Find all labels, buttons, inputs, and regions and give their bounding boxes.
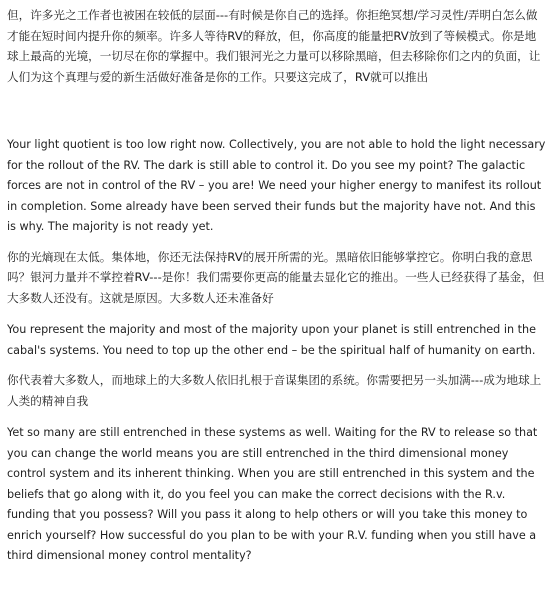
paragraph-en-2: You represent the majority and most of the majority upon your planet is still entrenched in the cabal's systems. You need to top up the other end – be the spiritual half of humanity on earth. bbox=[7, 323, 536, 357]
paragraph-zh-2: 你的光熵现在太低。集体地，你还无法保持RV的展开所需的光。黑暗依旧能够掌控它。你明白我的意思吗？银河力量并不掌控着RV---是你！我们需要你更高的能量去显化它的推出。一些人已经获得了基金，但大多数人还没有。这就是原因。大多数人还未准备好 bbox=[7, 249, 545, 305]
paragraph-en-1: Your light quotient is too low right now. Collectively, you are not able to hold the light necessary for the rollout of the RV. The dark is still able to control it. Do you see my point? The galactic forces are not in control of the RV – you are! We need your higher energy to manifest its rollout in completion. Some already have been served their funds but the majority have not. And this is why. The majority is not ready yet. bbox=[7, 138, 546, 233]
paragraph-en-3: Yet so many are still entrenched in these systems as well. Waiting for the RV to release so that you can change the world means you are still entrenched in the third dimensional money control system and its inherent thinking. When you are still entrenched in this system and the beliefs that go along with it, do you feel you can make the correct decisions with the R.v. funding that you possess? Will you pass it along to help others or will you take this money to enrich yourself? How successful do you plan to be with your R.V. funding when you still have a third dimensional money control mentality? bbox=[7, 426, 538, 562]
paragraph-zh-3: 你代表着大多数人，而地球上的大多数人依旧扎根于音谋集团的系统。你需要把另一头加满---成为地球上人类的精神自我 bbox=[7, 373, 542, 408]
paragraph-zh-1: 但，许多光之工作者也被困在较低的层面---有时候是你自己的选择。你拒绝冥想/学习灵性/弄明白怎么做才能在短时间内提升你的频率。许多人等待RV的释放，但，你高度的能量把RV放到了等候模式。你是地球上最高的光境，一切尽在你的掌握中。我们银河光之力量可以移除黑暗，但去移除你们之内的负面，让人们为这个真理与爱的新生活做好准备是你的工作。只要这完成了，RV就可以推出 bbox=[7, 8, 541, 84]
document-body bbox=[7, 5, 547, 567]
